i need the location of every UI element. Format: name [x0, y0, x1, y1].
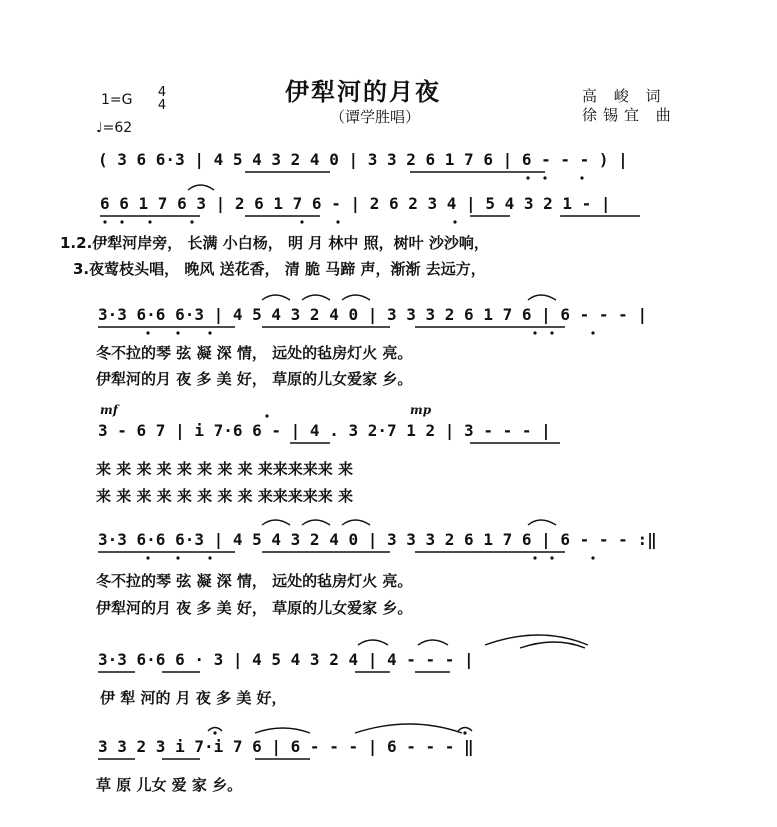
octave-dot — [550, 556, 553, 559]
score-row-1: ( 3 6 6·3 | 4 5 4 3 2 4 0 | 3 3 2 6 1 7 6 | 6 - - - ) | — [98, 150, 628, 169]
slur — [528, 295, 556, 300]
score-row-2: 6 6 1 7 6 3 | 2 6 1 7 6 - | 2 6 2 3 4 | 5 4 3 2 1 - | — [100, 194, 611, 213]
octave-dot — [190, 220, 193, 223]
score-row-3: 3·3 6·6 6·3 | 4 5 4 3 2 4 0 | 3 3 3 2 6 1 7 6 | 6 - - - | — [98, 305, 648, 324]
tie — [355, 724, 462, 733]
lyric-row-3-line-2: 伊犁河的月 夜 多 美 好， 草原的儿女爱家 乡。 — [96, 370, 413, 388]
octave-dot — [533, 331, 536, 334]
octave-dot — [148, 220, 151, 223]
octave-dot — [103, 220, 106, 223]
slur — [262, 295, 290, 300]
key-signature: 1=G — [101, 92, 133, 108]
time-signature-bottom: 4 — [157, 98, 167, 113]
slur — [302, 520, 330, 525]
score-row-6: 3·3 6·6 6 · 3 | 4 5 4 3 2 4 | 4 - - - | — [98, 650, 474, 669]
slur — [188, 185, 214, 190]
fermata-arc — [458, 728, 472, 732]
octave-dot — [208, 556, 211, 559]
lyric-row-6-line-1: 伊 犁 河的 月 夜 多 美 好， — [100, 689, 287, 707]
lyric-row-4-line-1: 来 来 来 来 来 来 来 来 来来来来来 来 — [96, 460, 354, 478]
octave-dot — [453, 220, 456, 223]
time-signature-top: 4 — [157, 85, 167, 100]
fermata-dot — [213, 731, 216, 734]
score-row-7: 3 3 2 3 i 7·i 7 6 | 6 - - - | 6 - - - ‖ — [98, 737, 474, 756]
slur — [255, 728, 310, 733]
slur — [342, 520, 370, 525]
octave-dot — [208, 331, 211, 334]
octave-dot — [300, 220, 303, 223]
octave-dot — [580, 176, 583, 179]
slur — [342, 295, 370, 300]
lyric-row-3-line-1: 冬不拉的琴 弦 凝 深 情， 远处的毡房灯火 亮。 — [96, 344, 413, 362]
octave-dot — [146, 556, 149, 559]
fermata-dot — [463, 731, 466, 734]
composer-credit: 徐锡宜 曲 — [582, 106, 677, 124]
lyric-row-5-line-1: 冬不拉的琴 弦 凝 深 情， 远处的毡房灯火 亮。 — [96, 572, 413, 590]
octave-dot — [120, 220, 123, 223]
fermata-arc — [208, 728, 222, 732]
slur — [358, 640, 388, 645]
slur — [528, 520, 556, 525]
lyric-row-4-line-2: 来 来 来 来 来 来 来 来 来来来来来 来 — [96, 487, 354, 505]
dynamic-mp: mp — [410, 403, 432, 417]
lyricist-credit: 高 峻 词 — [582, 87, 667, 105]
slur — [262, 520, 290, 525]
lyric-row-5-line-2: 伊犁河的月 夜 多 美 好， 草原的儿女爱家 乡。 — [96, 599, 413, 617]
octave-dot — [526, 176, 529, 179]
octave-dot — [550, 331, 553, 334]
slur — [418, 640, 448, 645]
octave-dot — [591, 331, 594, 334]
octave-dot — [176, 556, 179, 559]
octave-dot — [265, 414, 268, 417]
octave-dot — [543, 176, 546, 179]
score-row-5: 3·3 6·6 6·3 | 4 5 4 3 2 4 0 | 3 3 3 2 6 1 7 6 | 6 - - - :‖ — [98, 530, 657, 549]
score-row-4: 3 - 6 7 | i 7·6 6 - | 4 . 3 2·7 1 2 | 3 - - - | — [98, 421, 551, 440]
lyric-row-7-line-1: 草 原 儿女 爱 家 乡。 — [96, 776, 243, 794]
octave-dot — [336, 220, 339, 223]
tie — [520, 642, 585, 648]
song-title: 伊犁河的月夜 — [285, 78, 441, 106]
octave-dot — [591, 556, 594, 559]
lyric-row-2-line-2: 3.夜莺枝头唱， 晚风 送花香， 清 脆 马蹄 声，渐渐 去远方， — [73, 260, 486, 278]
lyric-row-2-line-1: 1.2.伊犁河岸旁， 长满 小白杨， 明 月 林中 照，树叶 沙沙响， — [60, 234, 489, 252]
singer-subtitle: （谭学胜唱） — [330, 108, 421, 126]
octave-dot — [146, 331, 149, 334]
slur — [302, 295, 330, 300]
octave-dot — [176, 331, 179, 334]
tempo-marking: ♩=62 — [96, 120, 133, 136]
octave-dot — [533, 556, 536, 559]
dynamic-mf: mf — [100, 403, 118, 417]
